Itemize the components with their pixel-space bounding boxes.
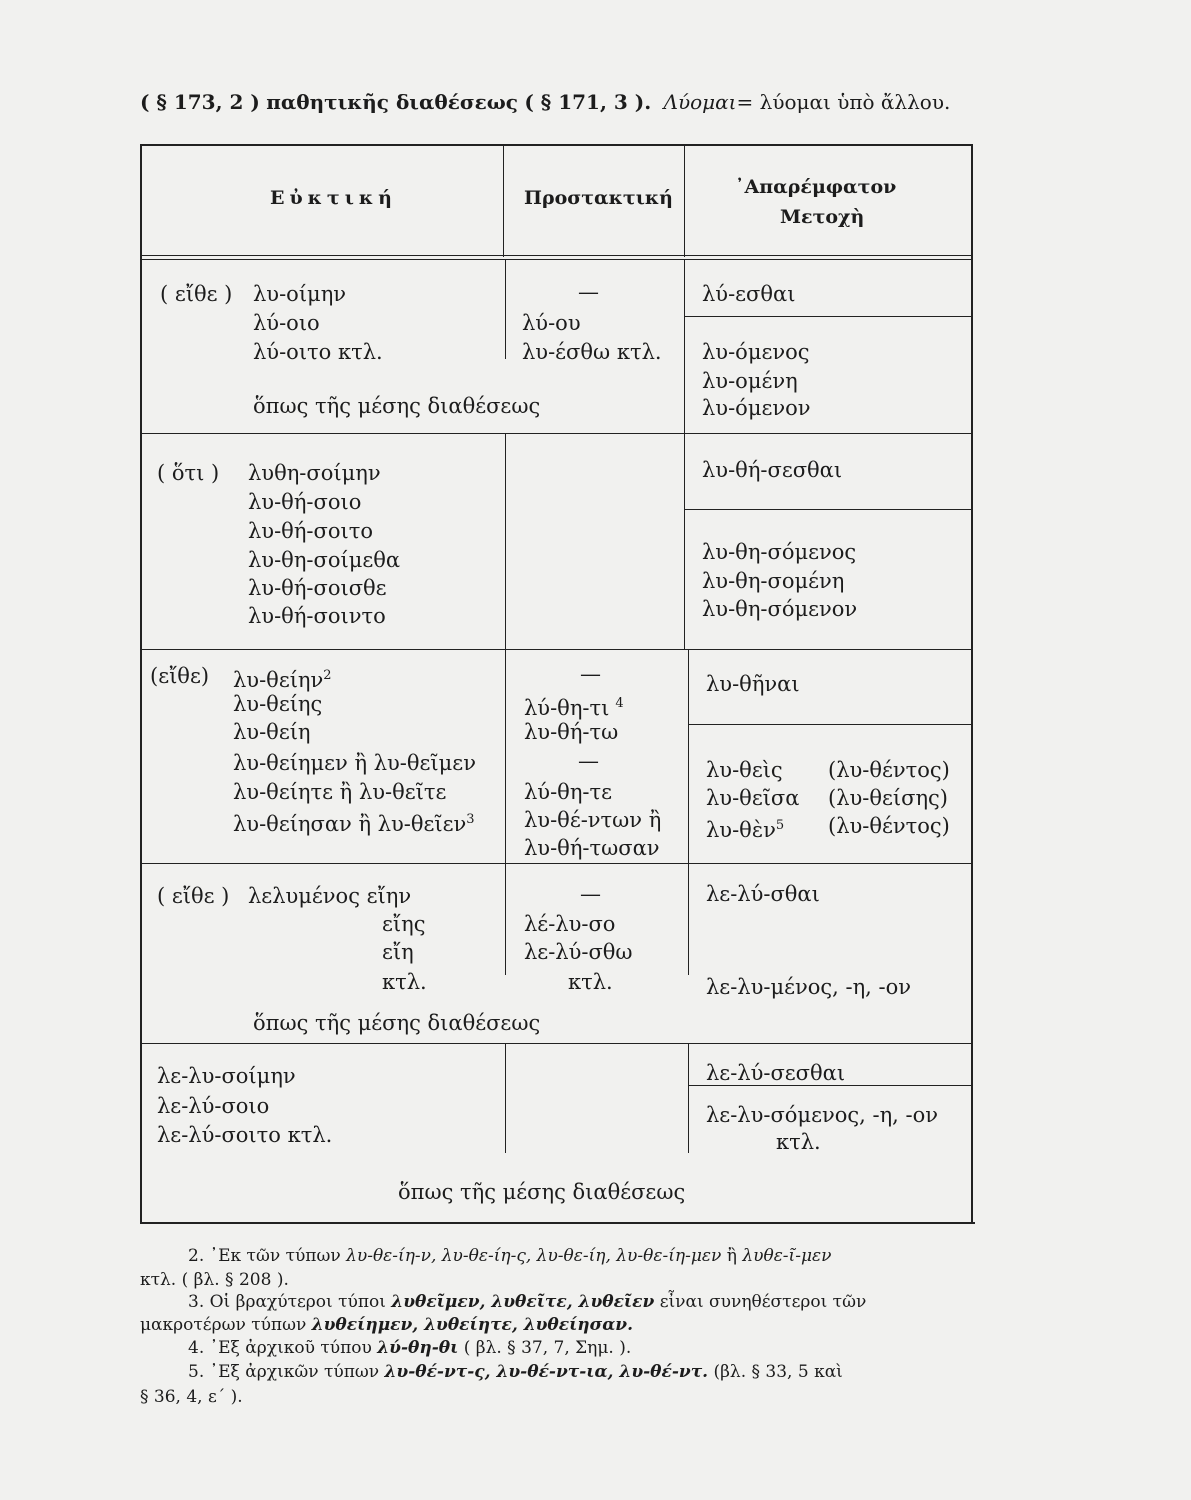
participle-form: λυ-θη-σόμενος [702,540,857,564]
footnote-ref: 5 [775,818,785,833]
optative-form: λε-λυ-σοίμην [157,1064,296,1088]
col-divider [688,1043,689,1153]
block-rule [140,433,973,434]
table-border-bottom [140,1222,975,1224]
middle-voice-note: ὅπως τῆς μέσης διαθέσεως [253,394,541,418]
imperative-form: λύ-θη-τε [524,780,612,804]
middle-voice-note: ὅπως τῆς μέσης διαθέσεως [253,1011,541,1035]
footnote-forms: λυθεῖμεν, λυθεῖτε, λυθεῖεν [391,1292,655,1312]
col-divider [505,649,506,863]
col-divider [684,433,685,649]
imperative-form: λυ-θή-τωσαν [524,836,660,860]
participle-form: λυ-όμενος [702,340,810,364]
optative-form: λε-λύ-σοιο [157,1094,270,1118]
optative-form: λυ-θείησαν ἢ λυ-θεῖεν$^3$ [233,812,475,836]
imperative-form: λέ-λυ-σο [524,912,616,936]
heading-equation: = λύομαι ὑπὸ ἄλλου. [736,90,951,114]
infinitive-form: λε-λύ-σθαι [706,882,820,906]
imperative-form: λυ-θέ-ντων ἢ [524,808,662,832]
imperative-form: — [580,662,601,686]
col-divider [505,433,506,649]
footnote-forms: λύ-θη-θι [377,1338,459,1358]
inf-part-rule [684,316,973,317]
header-optative: Εὐκτική [270,187,397,209]
participle-form: λυ-θη-σόμενον [702,597,858,621]
participle-form: λυ-ομένη [702,369,798,393]
optative-form: εἴη [382,940,414,964]
header-participle: Μετοχὴ [780,206,865,228]
footnote-3 [188,1292,866,1313]
page-heading [140,90,950,114]
optative-form: λυ-θή-σοιτο [248,519,373,543]
footnote-text: ἢ [726,1246,737,1266]
col-divider [688,649,689,863]
optative-form: λυ-θή-σοισθε [248,576,387,600]
optative-prefix: (εἴθε) [150,664,210,688]
optative-prefix: ( ὅτι ) [157,461,220,485]
inf-part-rule [688,724,973,725]
participle-genitive: (λυ-θέντος) [828,758,950,782]
footnote-2-cont: κτλ. ( βλ. § 208 ). [140,1270,289,1290]
col-divider [505,863,506,975]
section-ref: ( § 171, 3 ). [524,90,652,114]
table-border-right [971,144,973,1224]
infinitive-form: λυ-θῆναι [706,672,800,696]
optative-form: λυ-θή-σοιντο [248,604,386,628]
footnote-text: μακροτέρων τύπων [140,1315,307,1335]
imperative-form: λύ-ου [522,311,581,335]
optative-form: λυ-θείην$^2$ [233,668,332,692]
optative-form: λυ-οίμην [253,282,347,306]
optative-form: λυ-θή-σοιο [248,490,362,514]
footnote-text: ( βλ. § 37, 7, Σημ. ). [463,1338,632,1358]
heading-label: παθητικῆς διαθέσεως [266,90,518,114]
optative-prefix: ( εἴθε ) [160,282,233,306]
col-divider [503,144,504,257]
header-imperative: Προστακτική [524,187,673,209]
optative-form: κτλ. [382,970,427,994]
col-divider [684,144,685,257]
footnote-3-cont [140,1315,633,1336]
col-divider [688,863,689,975]
footnote-text: (βλ. § 33, 5 καὶ [713,1362,843,1382]
optative-form: λυ-θείημεν ἢ λυ-θεῖμεν [233,751,476,775]
participle-form: λυ-θη-σομένη [702,569,845,593]
imperative-form: λυ-έσθω κτλ. [522,340,662,364]
table-border-left [140,144,142,1224]
imperative-form: — [580,882,601,906]
section-ref: ( § 173, 2 ) [140,90,260,114]
infinitive-form: λε-λύ-σεσθαι [706,1061,846,1085]
footnote-5-cont: § 36, 4, ε΄ ). [140,1387,243,1407]
imperative-form: λε-λύ-σθω [524,940,633,964]
footnote-text: 5. ᾿Εξ ἀρχικῶν τύπων [188,1362,380,1382]
footnote-text: εἶναι συνηθέστεροι τῶν [659,1292,867,1312]
block-rule [140,863,973,864]
participle-form: λυ-θεῖσα [706,786,800,810]
imperative-form: κτλ. [568,970,613,994]
header-infinitive: ᾿Απαρέμφατον [735,176,897,198]
optative-form: λυ-θείη [233,720,311,744]
block-rule [140,649,973,650]
optative-form: λυθη-σοίμην [248,461,381,485]
participle-form: λυ-θεὶς [706,758,783,782]
footnote-forms: λυ-θε-ίη-ν, λυ-θε-ίη-ς, λυ-θε-ίη, λυ-θε-ίη-μεν [346,1246,722,1266]
footnote-2 [188,1246,831,1267]
footnote-ref: 3 [466,812,475,827]
infinitive-form: λύ-εσθαι [702,282,796,306]
imperative-form: — [578,749,599,773]
optative-form: λυ-θείης [233,692,323,716]
footnote-4 [188,1338,631,1359]
middle-voice-note: ὅπως τῆς μέσης διαθέσεως [398,1180,686,1204]
optative-form: λυ-θη-σοίμεθα [248,548,401,572]
footnote-forms: λυθε-ῖ-μεν [742,1246,832,1266]
col-divider [505,259,506,359]
optative-form: εἴης [382,912,426,936]
footnote-forms: λυθείημεν, λυθείητε, λυθείησαν. [311,1315,633,1335]
footnote-text: 3. Οἱ βραχύτεροι τύποι [188,1292,386,1312]
optative-form: λε-λύ-σοιτο κτλ. [157,1123,333,1147]
heading-verb: Λύομαι [663,90,737,114]
imperative-form: — [578,280,599,304]
participle-genitive: (λυ-θέντος) [828,814,950,838]
footnote-ref: 4 [615,696,624,711]
imperative-form: λυ-θή-τω [524,720,619,744]
footnote-text: 2. ᾿Εκ τῶν τύπων [188,1246,341,1266]
footnote-5 [188,1362,843,1383]
table-border-top [140,144,973,146]
inf-part-rule [684,509,973,510]
participle-form: λε-λυ-μένος, -η, -ον [706,975,912,999]
participle-form: κτλ. [776,1130,821,1154]
header-rule [140,255,973,256]
inf-part-rule [688,1085,973,1086]
footnote-text: 4. ᾿Εξ ἀρχικοῦ τύπου [188,1338,372,1358]
col-divider [505,1043,506,1153]
optative-form: λύ-οιο [253,311,320,335]
participle-form: λυ-όμενον [702,396,811,420]
optative-prefix: ( εἴθε ) [157,884,230,908]
optative-form: λυ-θείητε ἢ λυ-θεῖτε [233,780,447,804]
optative-form: λελυμένος εἴην [248,884,412,908]
infinitive-form: λυ-θή-σεσθαι [702,458,843,482]
footnote-ref: 2 [323,668,332,683]
participle-form: λε-λυ-σόμενος, -η, -ον [706,1103,939,1127]
participle-form: λυ-θὲν$^5$ [706,818,785,842]
participle-genitive: (λυ-θείσης) [828,786,948,810]
block-rule [140,1043,973,1044]
header-rule [140,259,973,260]
imperative-form: λύ-θη-τι $^4$ [524,696,624,720]
footnote-forms: λυ-θέ-ντ-ς, λυ-θέ-ντ-ια, λυ-θέ-ντ. [384,1362,709,1382]
optative-form: λύ-οιτο κτλ. [253,340,383,364]
col-divider [684,259,685,433]
